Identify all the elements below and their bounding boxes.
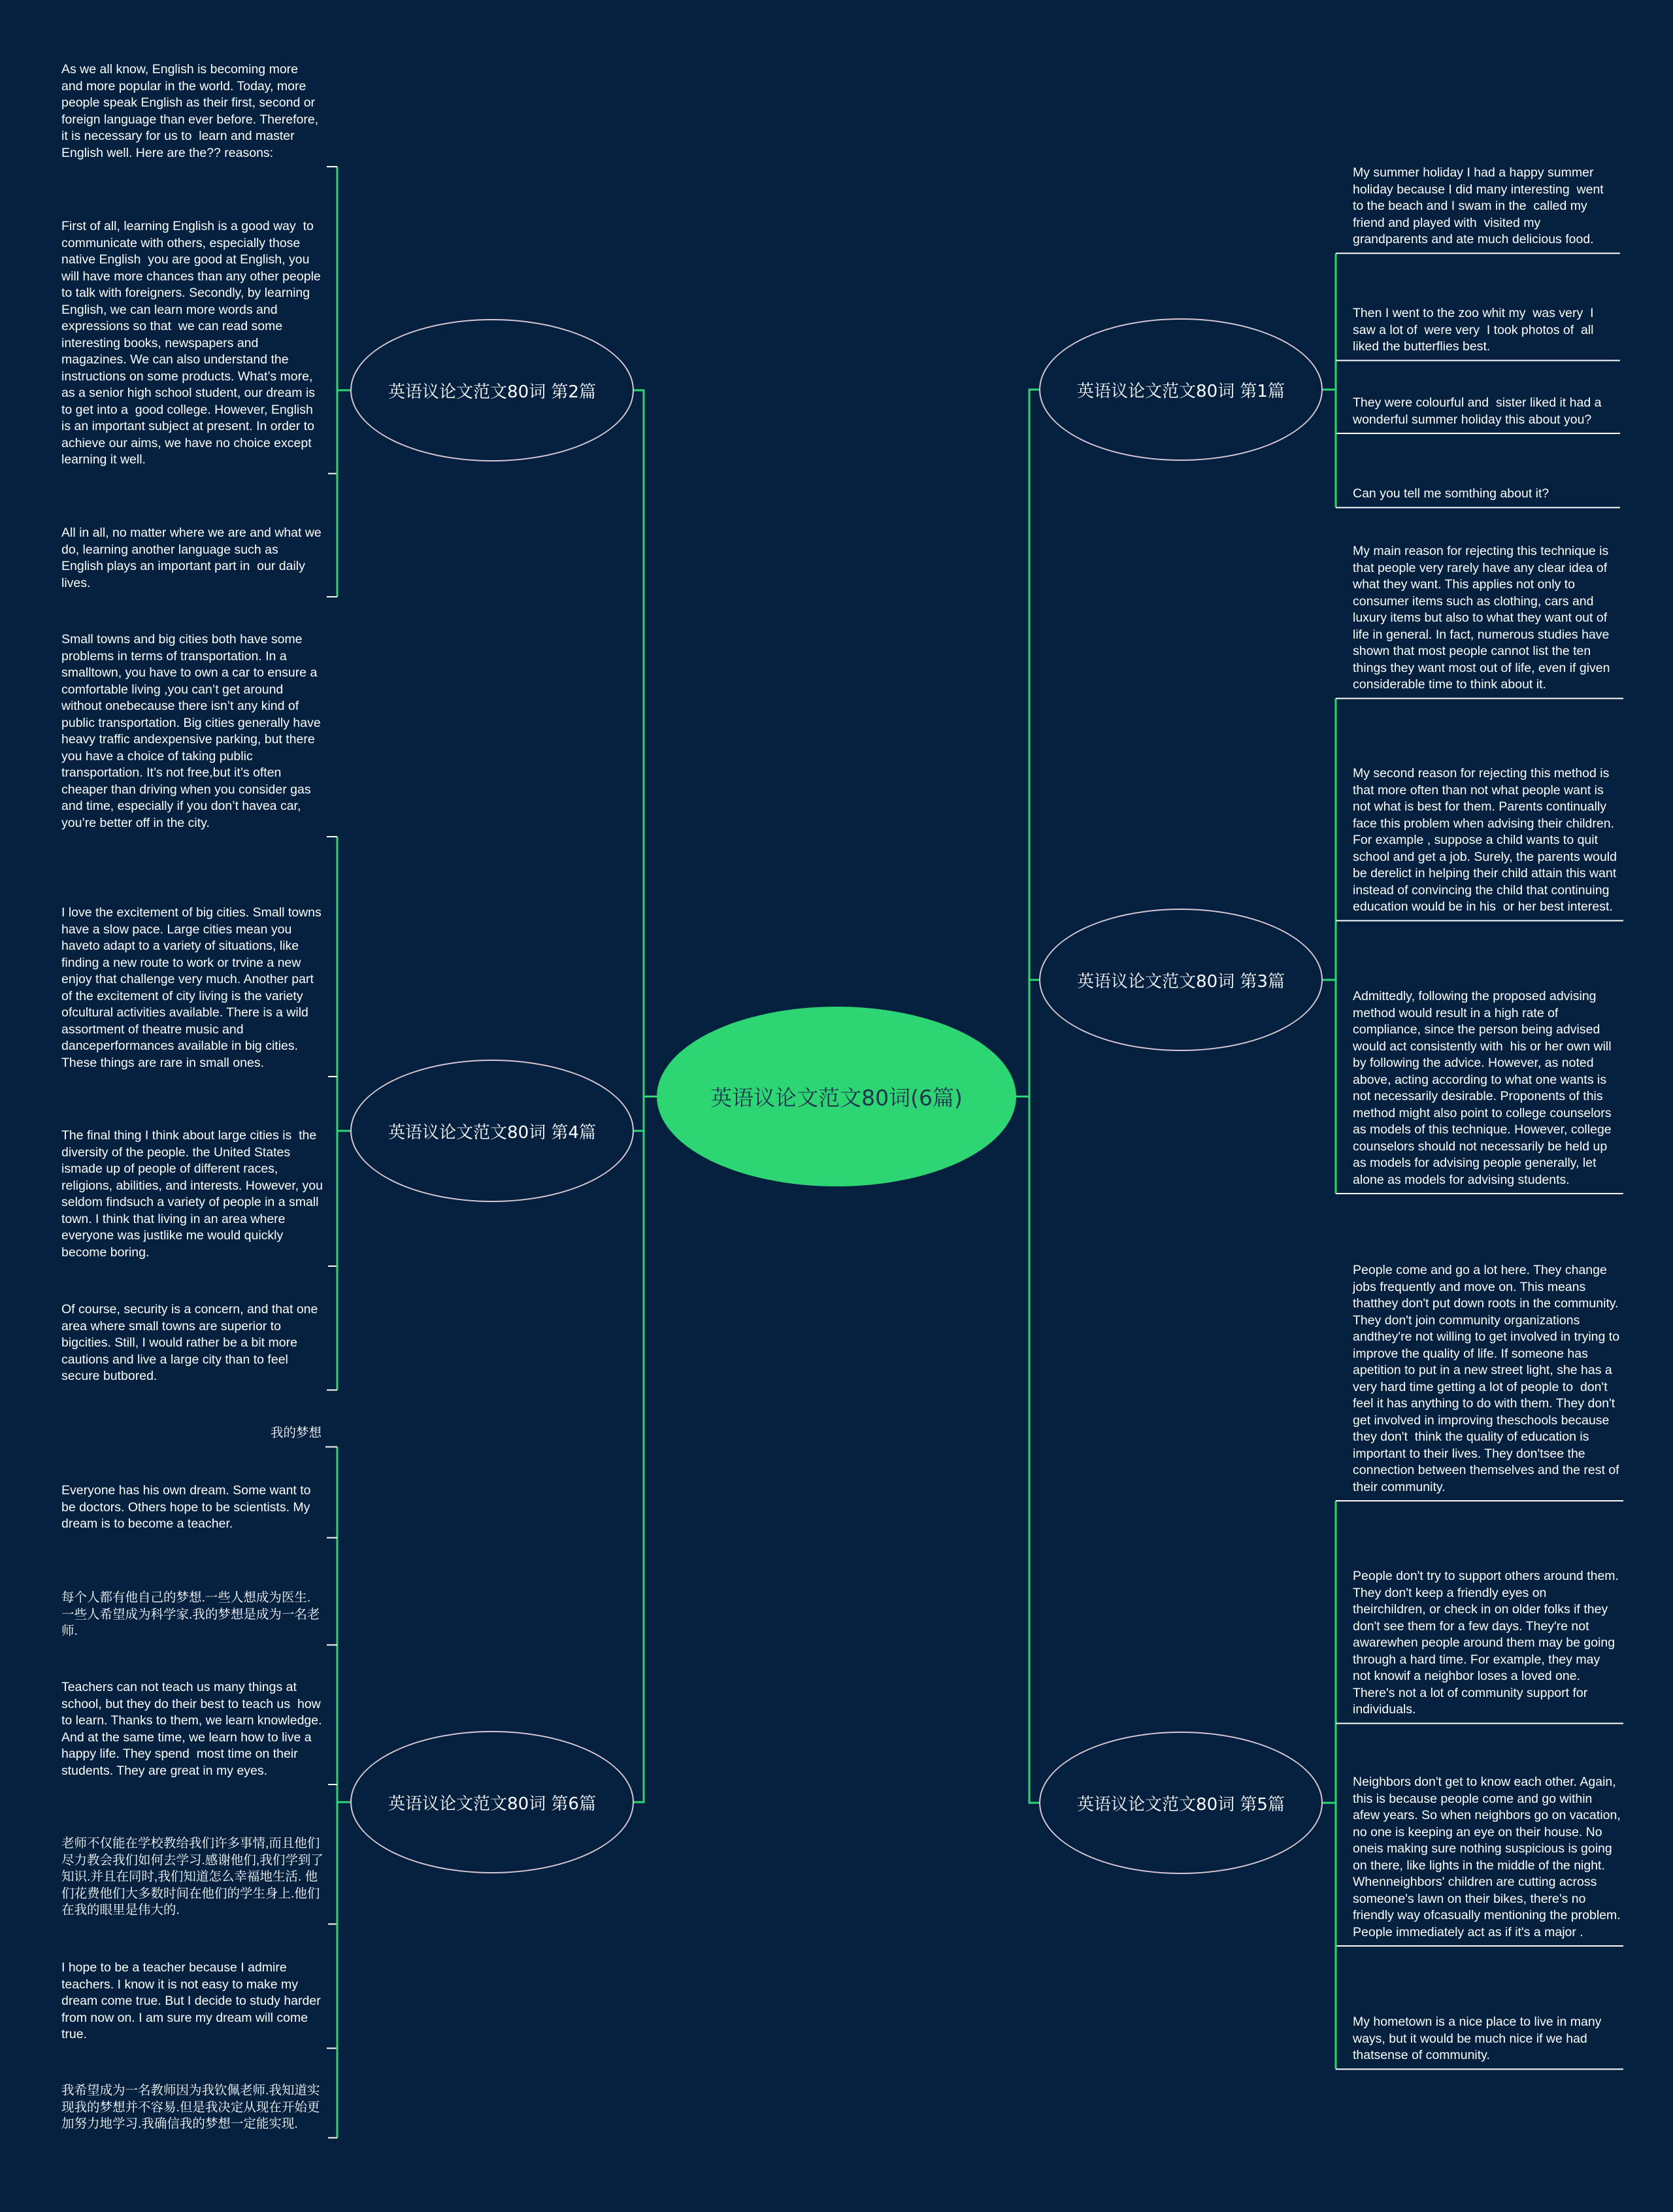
leaf-text: Of course, security is a concern, and that one area where small towns are superior to bigcities. Still, I would rather be a bit more cautions and live a large city than to feel secure butbored. (61, 1302, 322, 1383)
leaf-text: My second reason for rejecting this method is that more often than not what people want is not what is best for them. Parents continually face this problem when advising their children. For example , suppose a child wants to quit school and get a job. Surely, the parents would be derelict in helping their child attain this want instead of convincing the child that continuing education would be in his or her best interest. (1353, 766, 1621, 914)
leaf-text: My main reason for rejecting this technique is that people very rarely have any clear idea of what they want. This applies not only to consumer items such as clothing, cars and luxury items but also to what they want out of life in general. In fact, numerous studies have shown that most people cannot list the ten things they want most out of life, even if given considerable time to think about it. (1353, 544, 1614, 692)
branch-label: 英语议论文范文80词 第6篇 (388, 1794, 596, 1814)
root-branch-connector (1016, 1097, 1039, 1803)
leaf-text: I hope to be a teacher because I admire teachers. I know it is not easy to make my dream come true. But I decide to study harder from now on. I am sure my dream will come true. (61, 1960, 325, 2041)
branch-leaf-connector (337, 1785, 350, 1802)
root-branch-connector (1016, 390, 1039, 1097)
branch-node-4[interactable] (350, 1060, 634, 1202)
leaf-text: 每个人都有他自己的梦想.一些人想成为医生.一些人希望成为科学家.我的梦想是成为一名老师. (61, 1590, 320, 1638)
branch-leaf-connector (337, 1802, 350, 2049)
branch-node-5[interactable] (1039, 1732, 1323, 1874)
leaf-text: They were colourful and sister liked it had a wonderful summer holiday this about you? (1353, 395, 1605, 427)
leaf-text: People don't try to support others around them. They don't keep a friendly eyes on theirchildren, or check in on older folks if they don't see them for a few days. They're not awarewhen people around them may be going through a hard time. For example, they may not knowif a neighbor loses a loved one. There's not a lot of community support for individuals. (1353, 1569, 1623, 1717)
branch-leaf-connector (337, 390, 350, 597)
branch-leaf-connector (337, 1131, 350, 1266)
leaf-text: Can you tell me somthing about it? (1353, 486, 1549, 501)
root-branch-connector (1016, 980, 1039, 1097)
branch-leaf-connector (1323, 1803, 1336, 1946)
branch-label: 英语议论文范文80词 第2篇 (388, 382, 596, 402)
branch-label: 英语议论文范文80词 第1篇 (1077, 381, 1285, 401)
leaf-text: Then I went to the zoo whit my was very I saw a lot of were very I took photos of all liked the butterflies best. (1353, 306, 1601, 354)
root-label: 英语议论文范文80词(6篇) (710, 1085, 963, 1111)
root-branch-connector (634, 1097, 657, 1131)
branch-label: 英语议论文范文80词 第4篇 (388, 1122, 596, 1143)
branch-leaf-connector (337, 1077, 350, 1131)
root-branch-connector (634, 390, 657, 1097)
branch-leaf-connector (1323, 1501, 1336, 1803)
root-branch-connector (634, 1097, 657, 1803)
leaf-text: Admittedly, following the proposed advising method would result in a high rate of compliance, since the person being advised would act consistently with his or her own will by following the advice. However, as noted above, acting according to what one wants is not necessarily desirable. Proponents of this method might also point to college counselors as models of this technique. However, college counselors should not necessarily be held up as models for advising people generally, let alone as models for advising students. (1353, 989, 1615, 1187)
branch-leaf-connector (337, 167, 350, 390)
branch-node-1[interactable] (1039, 318, 1323, 461)
branch-node-3[interactable] (1039, 909, 1323, 1051)
branch-node-2[interactable] (350, 319, 634, 461)
leaf-text: 老师不仅能在学校教给我们许多事情,而且他们尽力教会我们如何去学习.感谢他们,我们学到了知识.并且在同时,我们知道怎么幸福地生活. 他们花费他们大多数时间在他们的学生身上.他们在我的眼里是伟大的. (61, 1836, 323, 1917)
leaf-text: I love the excitement of big cities. Small towns have a slow pace. Large cities mean you haveto adapt to a variety of situations, like finding a new route to work or trvine a new enjoy that challenge very much. Another part of the excitement of city living is the variety ofcultural activities available. There is a wild assortment of theatre music and danceperformances available in big cities. These things are rare in small ones. (61, 905, 325, 1070)
leaf-text: The final thing I think about large cities is the diversity of the people. the United States ismade up of people of different races, religions, abilities, and interests. However, you seldom findsuch a variety of people in a small town. I think that living in an area where everyone was justlike me would quickly become boring. (61, 1128, 327, 1260)
leaf-text: 我的梦想 (270, 1426, 322, 1440)
branch-leaf-connector (337, 1538, 350, 1803)
leaf-text: Small towns and big cities both have some problems in terms of transportation. In a smalltown, you have to own a car to ensure a comfortable living ,you can’t get around without onebecause there isn’t any kind of public transportation. Big cities generally have heavy traffic andexpensive parking, but there you have a choice of taking public transportation. It’s not free,but it’s often cheaper than driving when you consider gas and time, especially if you don’t havea car, you’re better off in the city. (61, 632, 325, 830)
branch-leaf-connector (1323, 361, 1336, 390)
branch-leaf-connector (337, 390, 350, 474)
branch-leaf-connector (1323, 699, 1336, 980)
leaf-text: All in all, no matter where we are and what we do, learning another language such as English plays an important part in our daily lives. (61, 526, 325, 590)
branch-leaf-connector (337, 837, 350, 1131)
leaf-text: My hometown is a nice place to live in many ways, but it would be much nice if we had thatsense of community. (1353, 2015, 1605, 2062)
branch-leaf-connector (337, 1802, 350, 2138)
leaf-text: People come and go a lot here. They change jobs frequently and move on. This means thatthey don't put down roots in the community. They don't join community organizations andthey're not willing to get involved in trying to improve the quality of life. If someone has apetition to put in a new street light, she has a very hard time getting a lot of people to don't feel it has anything to do with them. They don't get involved in improving theschools because they don't think the quality of education is important to their lives. They don'tsee the connection between themselves and the rest of their community. (1353, 1263, 1623, 1494)
leaf-text: First of all, learning English is a good way to communicate with others, especially those native English you are good at English, you will have more chances than any other people to talk with foreigners. Secondly, by learning English, we can learn more words and expressions so that we can read some interesting books, newspapers and magazines. We can also understand the instructions on some products. What’s more, as a senior high school student, our dream is to get into a good college. However, English is an important subject at present. In order to achieve our aims, we have no choice except learning it well. (61, 219, 325, 467)
branch-leaf-connector (1323, 980, 1336, 1194)
branch-leaf-connector (1323, 1724, 1336, 1803)
branch-leaf-connector (1323, 390, 1336, 433)
branch-leaf-connector (1323, 921, 1336, 980)
branch-leaf-connector (337, 1131, 350, 1390)
root-node[interactable] (657, 1007, 1016, 1186)
leaf-text: Neighbors don't get to know each other. Again, this is because people come and go within afew years. So when neighbors go on vacation, no one is keeping an eye on their house. No oneis making sure nothing suspicious is going on there, like lights in the middle of the night. Whenneighbors' children are cutting across someone's lawn on their bikes, there's no friendly way ofcasually mentioning the problem. People immediately act as if it's a major . (1353, 1775, 1625, 1939)
branch-leaf-connector (337, 1802, 350, 1924)
leaf-text: As we all know, English is becoming more and more popular in the world. Today, more people speak English as their first, second or foreign language than ever before. Therefore, it is necessary for us to learn and master English well. Here are the?? reasons: (61, 62, 322, 160)
leaf-text: 我希望成为一名教师因为我钦佩老师.我知道实现我的梦想并不容易.但是我决定从现在开始更加努力地学习.我确信我的梦想一定能实现. (61, 2083, 320, 2131)
branch-label: 英语议论文范文80词 第3篇 (1077, 971, 1285, 992)
branch-leaf-connector (1323, 390, 1336, 508)
leaf-text: Everyone has his own dream. Some want to be doctors. Others hope to be scientists. My dream is to become a teacher. (61, 1483, 314, 1531)
branch-leaf-connector (337, 1645, 350, 1803)
branch-leaf-connector (1323, 1803, 1336, 2070)
branch-leaf-connector (1323, 254, 1336, 390)
branch-label: 英语议论文范文80词 第5篇 (1077, 1794, 1285, 1815)
leaf-text: Teachers can not teach us many things at school, but they do their best to teach us how to learn. Thanks to them, we learn knowledge. And at the same time, we learn how to live a happy life. They spend most time on their students. They are great in my eyes. (61, 1680, 325, 1778)
branch-node-6[interactable] (350, 1731, 634, 1873)
branch-leaf-connector (337, 1447, 350, 1803)
leaf-text: My summer holiday I had a happy summer holiday because I did many interesting went to the beach and I swam in the called my friend and played with visited my grandparents and ate much delicious food. (1353, 165, 1608, 246)
